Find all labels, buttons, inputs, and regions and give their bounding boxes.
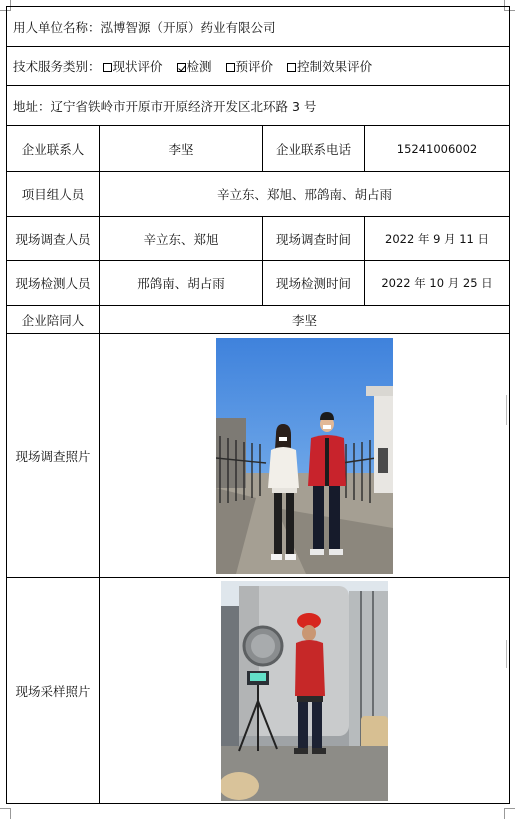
address-label: 地址： xyxy=(13,98,51,114)
option-status-evaluation[interactable]: 现状评价 xyxy=(101,59,163,74)
contact-value: 李坚 xyxy=(100,126,263,172)
phone-value: 15241006002 xyxy=(365,126,510,172)
unit-name-label: 用人单位名称： xyxy=(13,19,101,35)
option-pre-evaluation[interactable]: 预评价 xyxy=(224,59,274,74)
sampling-photo-image xyxy=(221,581,388,801)
service-type-row xyxy=(7,47,510,86)
test-time-label: 现场检测时间 xyxy=(263,261,365,306)
unit-name-value: 泓博智源（开原）药业有限公司 xyxy=(100,19,276,35)
escort-row xyxy=(7,306,510,334)
survey-photo xyxy=(216,338,393,574)
option-testing[interactable]: 检测 xyxy=(175,59,212,74)
address-value: 辽宁省铁岭市开原市开原经济开发区北环路 3 号 xyxy=(50,98,317,114)
page-corner-mark xyxy=(0,808,11,819)
checked-checkbox-icon[interactable] xyxy=(177,63,186,72)
page-corner-mark xyxy=(504,808,515,819)
test-staff-value: 邢鸽南、胡占雨 xyxy=(100,261,263,306)
team-label: 项目组人员 xyxy=(7,172,100,217)
escort-value: 李坚 xyxy=(100,306,510,334)
sampling-photo-label: 现场采样照片 xyxy=(7,578,100,804)
option-control-effect-evaluation[interactable]: 控制效果评价 xyxy=(285,59,372,74)
survey-staff-value: 辛立东、郑旭 xyxy=(100,217,263,261)
survey-staff-label: 现场调查人员 xyxy=(7,217,100,261)
service-type-label: 技术服务类别： xyxy=(13,59,101,74)
survey-record-table xyxy=(6,6,510,804)
survey-photo-row xyxy=(7,334,510,578)
address-row xyxy=(7,86,510,126)
test-staff-label: 现场检测人员 xyxy=(7,261,100,306)
contact-row xyxy=(7,126,510,172)
survey-photo-image xyxy=(216,338,393,574)
survey-photo-label: 现场调查照片 xyxy=(7,334,100,578)
test-time-value: 2022 年 10 月 25 日 xyxy=(365,261,510,306)
phone-label: 企业联系电话 xyxy=(263,126,365,172)
team-row xyxy=(7,172,510,217)
contact-label: 企业联系人 xyxy=(7,126,100,172)
sampling-photo xyxy=(221,581,388,801)
sampling-photo-row xyxy=(7,578,510,804)
test-row xyxy=(7,261,510,306)
survey-time-label: 现场调查时间 xyxy=(263,217,365,261)
escort-label: 企业陪同人 xyxy=(7,306,100,334)
survey-row xyxy=(7,217,510,261)
team-value: 辛立东、郑旭、邢鸽南、胡占雨 xyxy=(100,172,510,217)
survey-time-value: 2022 年 9 月 11 日 xyxy=(365,217,510,261)
unit-name-row xyxy=(7,7,510,47)
checkbox-icon[interactable] xyxy=(103,63,112,72)
checkbox-icon[interactable] xyxy=(226,63,235,72)
checkbox-icon[interactable] xyxy=(287,63,296,72)
